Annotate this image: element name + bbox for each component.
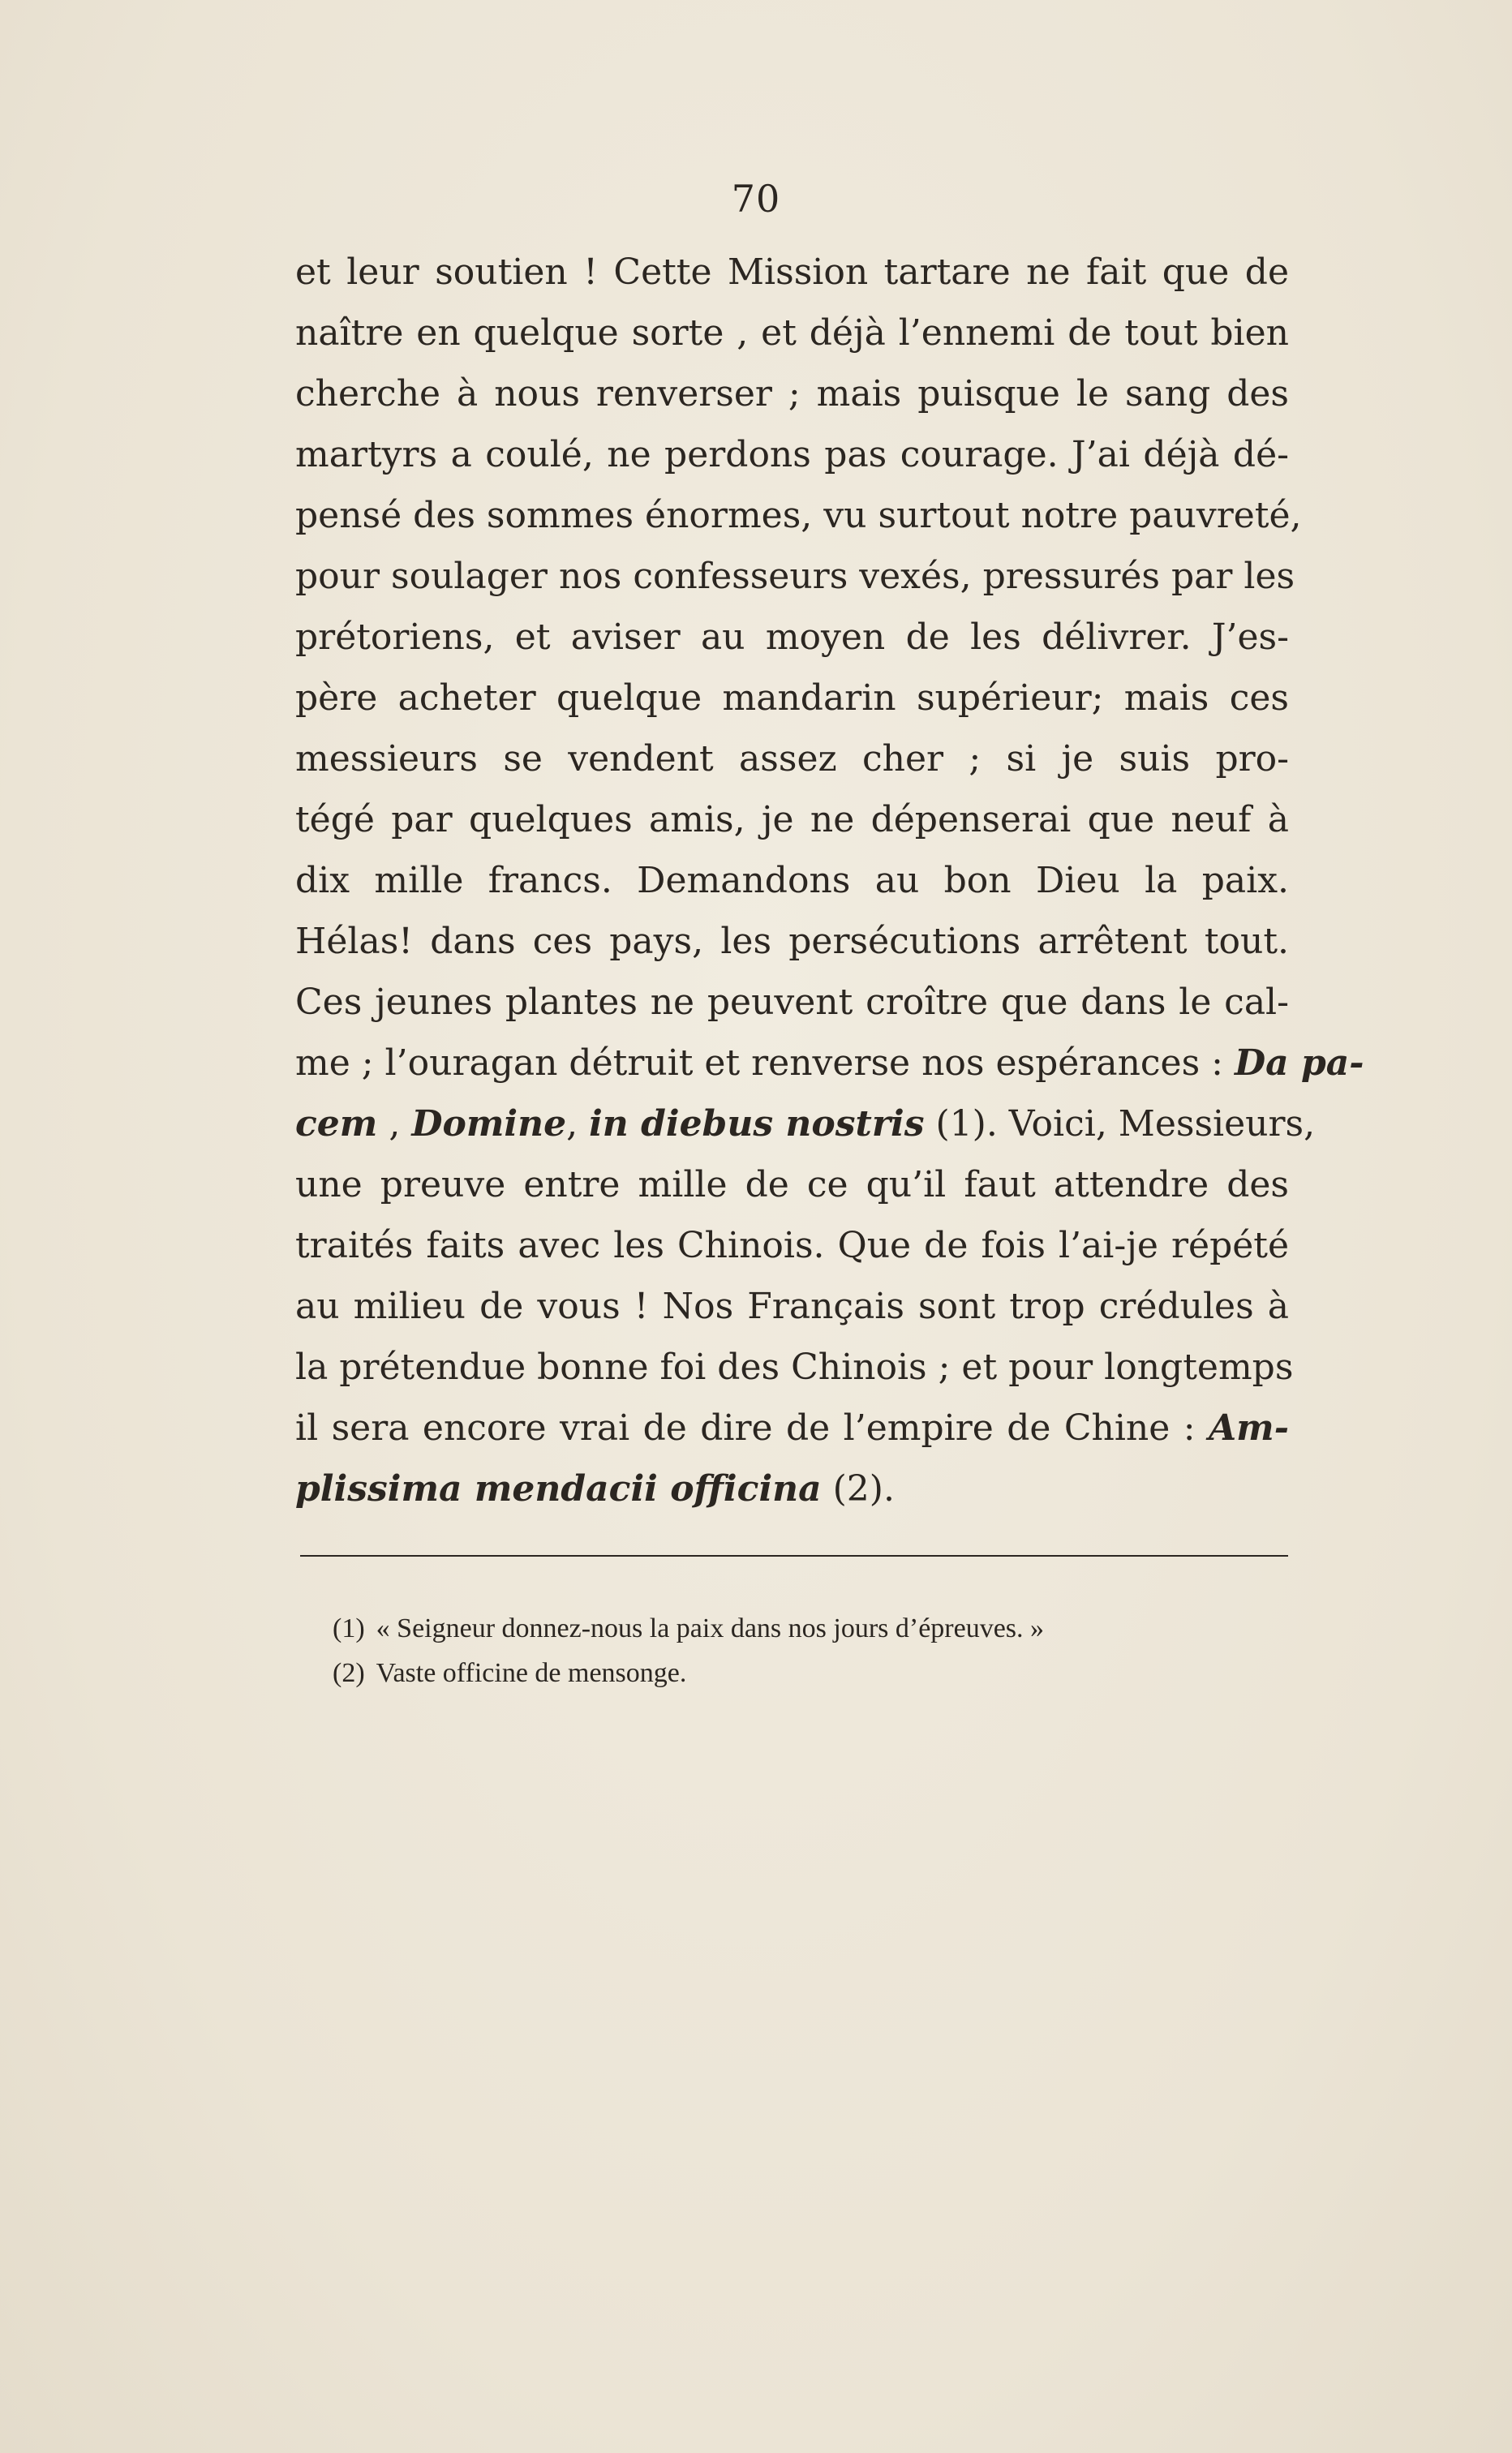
- latin-quote: plissima mendacii officina: [295, 1468, 822, 1510]
- footnote-marker: (1): [333, 1613, 365, 1643]
- text-line: la prétendue bonne foi des Chinois ; et pour longtemps: [295, 1347, 1294, 1388]
- footnote-text: « Seigneur donnez-nous la paix dans nos jours d’épreuves. »: [376, 1613, 1045, 1643]
- text-line: tégé par quelques amis, je ne dépenserai que neuf à: [295, 799, 1289, 840]
- text-line: Ces jeunes plantes ne peuvent croître que dans le cal-: [295, 982, 1289, 1023]
- text-line: prétoriens, et aviser au moyen de les délivrer. J’es-: [295, 616, 1289, 658]
- footnote-divider: [300, 1555, 1288, 1557]
- text-line: messieurs se vendent assez cher ; si je suis pro-: [295, 738, 1289, 780]
- latin-quote: in diebus nostris: [589, 1103, 925, 1145]
- latin-quote: Domine: [411, 1103, 567, 1145]
- footnotes: [333, 1606, 1290, 1695]
- text-line: [295, 1398, 1289, 1458]
- text-line: [295, 1093, 1316, 1154]
- text-line: pensé des sommes énormes, vu surtout notre pauvreté,: [295, 495, 1302, 536]
- text-line: pour soulager nos confesseurs vexés, pressurés par les: [295, 556, 1295, 597]
- text-line: une preuve entre mille de ce qu’il faut attendre des: [295, 1164, 1289, 1205]
- footnote-text: Vaste officine de mensonge.: [376, 1658, 687, 1688]
- footnote-1: [333, 1606, 1290, 1651]
- latin-quote: cem: [295, 1103, 378, 1145]
- text-line: dix mille francs. Demandons au bon Dieu la paix.: [295, 860, 1289, 901]
- page-number: 70: [731, 177, 781, 221]
- latin-quote: Am-: [1209, 1407, 1289, 1449]
- text-line: au milieu de vous ! Nos Français sont trop crédules à: [295, 1286, 1289, 1327]
- footnote-marker: (2): [333, 1658, 365, 1688]
- text-line: Hélas! dans ces pays, les persécutions arrêtent tout.: [295, 921, 1289, 962]
- text-segment: il sera encore vrai de dire de l’empire de Chine :: [295, 1407, 1209, 1449]
- text-line: père acheter quelque mandarin supérieur; mais ces: [295, 677, 1289, 719]
- footnote-2: [333, 1651, 1290, 1695]
- text-segment: me ; l’ouragan détruit et renverse nos espérances :: [295, 1042, 1235, 1084]
- text-line: cherche à nous renverser ; mais puisque le sang des: [295, 373, 1289, 415]
- text-segment: (2).: [821, 1468, 895, 1510]
- text-line: [295, 1033, 1364, 1093]
- text-segment: ,: [377, 1103, 412, 1145]
- text-line: [295, 1458, 1289, 1519]
- text-line: et leur soutien ! Cette Mission tartare ne fait que de: [295, 251, 1289, 293]
- latin-quote: Da pa-: [1234, 1042, 1364, 1084]
- text-segment: ,: [566, 1103, 590, 1145]
- body-text: [295, 242, 1364, 1519]
- text-line: traités faits avec les Chinois. Que de fois l’ai-je répété: [295, 1225, 1289, 1266]
- text-line: martyrs a coulé, ne perdons pas courage. J’ai déjà dé-: [295, 434, 1289, 475]
- text-segment: (1). Voici, Messieurs,: [924, 1103, 1316, 1145]
- text-line: naître en quelque sorte , et déjà l’ennemi de tout bien: [295, 312, 1289, 354]
